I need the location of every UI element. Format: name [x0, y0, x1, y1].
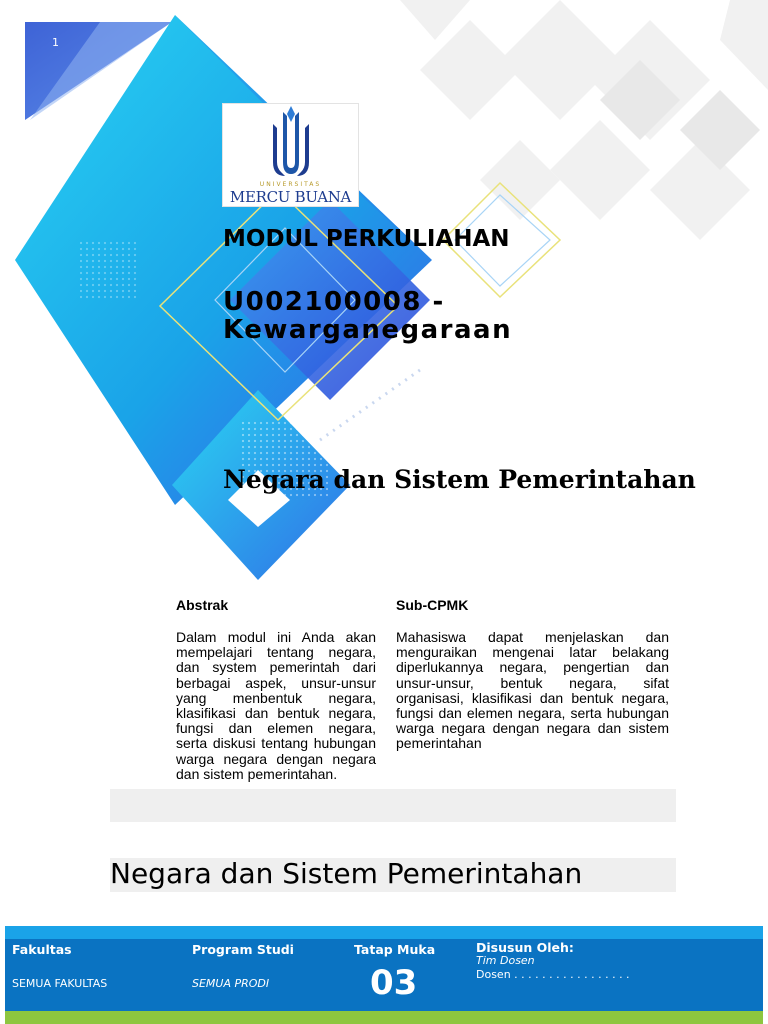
disusun-label: Disusun Oleh: — [476, 940, 574, 955]
logo-emblem-icon — [223, 104, 360, 180]
footer-bottom-strip — [5, 1011, 763, 1024]
fakultas-label: Fakultas — [12, 942, 72, 957]
fakultas-value: SEMUA FAKULTAS — [12, 977, 108, 990]
course-title: U002100008 - Kewarganegaraan — [223, 287, 513, 345]
logo-university-line: UNIVERSITAS — [259, 181, 322, 188]
dosen-line: Dosen . . . . . . . . . . . . . . . . . — [476, 968, 630, 981]
prodi-label: Program Studi — [192, 942, 294, 957]
footer-info-bar — [5, 926, 763, 1024]
abstrak-heading: Abstrak — [176, 597, 229, 613]
page-number: 1 — [52, 36, 59, 49]
footer-top-strip — [5, 926, 763, 939]
sub-cpmk-text: Mahasiswa dapat menjelaskan dan menguraikan mengenai latar belakang diperlukannya negara, pengertian dan unsur-unsur, bentuk negara, sifat organisasi, klasifikasi dan bentuk negara, fungsi dan elemen negara, serta hubungan warga negara dengan negara dan sistem pemerintahan — [396, 629, 669, 752]
tatap-muka-label: Tatap Muka — [354, 942, 436, 957]
sub-cpmk-heading: Sub-CPMK — [396, 597, 469, 613]
disusun-value: Tim Dosen — [476, 954, 535, 967]
tatap-muka-number: 03 — [370, 963, 418, 1003]
module-label: MODUL PERKULIAHAN — [223, 226, 510, 252]
prodi-value: SEMUA PRODI — [192, 977, 270, 990]
logo-university-name: MERCU BUANA — [229, 188, 352, 206]
main-title: Negara dan Sistem Pemerintahan — [223, 465, 696, 494]
divider-band — [110, 789, 676, 822]
abstrak-text: Dalam modul ini Anda akan mempelajari tentang negara, dan system pemerintah dari berbagai aspek, unsur-unsur yang menbentuk negara, klasifikasi dan bentuk negara, fungsi dan elemen negara, serta diskusi tentang hubungan warga negara dengan negara dan sistem pemerintahan. — [176, 629, 376, 782]
footer-title: Negara dan Sistem Pemerintahan — [110, 857, 583, 890]
university-logo — [222, 103, 359, 207]
